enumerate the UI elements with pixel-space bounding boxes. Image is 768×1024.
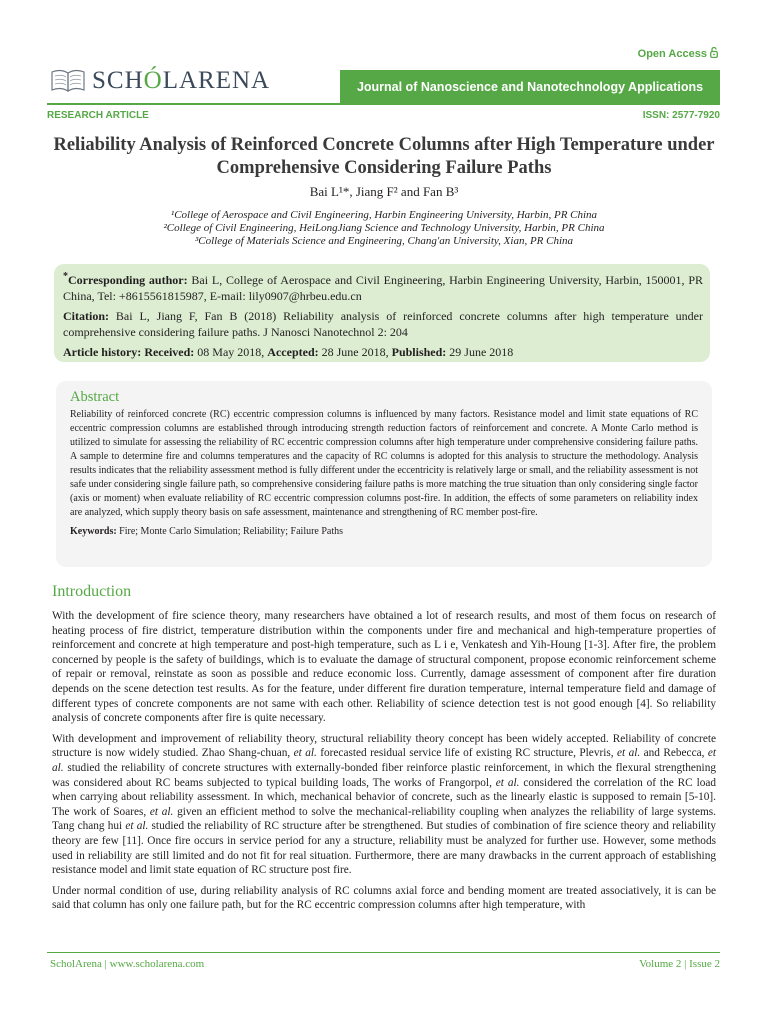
abstract-text: Reliability of reinforced concrete (RC) eccentric compression columns is influenced by many factors. Resistance model and limit state equations of RC eccentric compression columns are established through introducing strength reduction factors of reinforcement and concrete. A Monte Carlo method is utilized to simulate for assessing the reliability of RC eccentric compression columns after high temperature under comprehensive considering failure paths. A sample to determine fire and columns temperatures and the capacity of RC columns is adopted for this analysis to structure the methodology. Analysis results indicates that the reliability assessment method is fully different under the eccentricity is relatively large or small, and the reliability assessment is not safe under considering single failure path, so comprehensive considering failure paths is more matching the true situation than only considering single factor (axis or moment) when evaluate reliability of RC eccentric compression columns post-fire. In addition, the effects of some parameters on reliability index are analyzed, which supply theory basis on safe assessment, maintenance and strengthening of RC member post-fire. [70, 409, 698, 518]
paragraph: With development and improvement of reliability theory, structural reliability theory concept has been widely accepted. Reliability of concrete structure is now widely studied. Zhao Shang-chuan, et al. forecasted residual service life of existing RC structure, Plevris, et al. and Rebecca, et al. studied the reliability of concrete structures with externally-bonded fiber reinforce plastic reinforcement, in which the flexural strengthening was considered about RC beams subjected to typical building loads, The works of Frangorpol, et al. considered the correlation of the RC load when carrying about reliability assessment. In which, mechanical behavior of concrete, such as the linearly elastic is supposed to remain [5-10]. The work of Soares, et al. given an efficient method to solve the mechanical-reliability coupling when analyzes the reliability of large systems. Tang chang hui et al. studied the reliability of RC structure after be strengthened. But studies of combination of fire science theory and reliability theory are few [11]. Once fire occurs in service period for any a structure, reliability must be analyzed for further use. However, some methods used in reliability are still limited and do not fit for real situation. Furthermore, there are many drawbacks in the current approach of establishing resistance model and limit state equation of RC structure post fire. [52, 732, 717, 877]
introduction-body [52, 609, 716, 919]
citation: Citation: Bai L, Jiang F, Fan B (2018) Reliability analysis of reinforced concrete columns after high temperature under comprehensive considering failure paths. J Nanosci Nanotechnol 2: 204 [63, 309, 703, 339]
affiliation-item: ¹College of Aerospace and Civil Engineering, Harbin Engineering University, Harbin, PR China [170, 209, 598, 221]
abstract-heading: Abstract [70, 389, 120, 405]
paper-title: Reliability Analysis of Reinforced Concrete Columns after High Temperature under Comprehensive Considering Failure Paths [53, 135, 715, 178]
introduction-heading: Introduction [52, 583, 132, 600]
article-history: Article history: Received: 08 May 2018, Accepted: 28 June 2018, Published: 29 June 2018 [63, 345, 514, 359]
affiliation-list [0, 209, 768, 248]
article-type-label: RESEARCH ARTICLE [47, 110, 149, 121]
issn-label: ISSN: 2577-7920 [642, 110, 720, 121]
paragraph: Under normal condition of use, during reliability analysis of RC columns axial force and bending moment are treated associatively, it is can be said that column has only one failure path, but for the RC eccentric compression columns after high temperature, with [52, 884, 716, 912]
open-access-text: Open Access [637, 48, 707, 60]
footer-publisher-link[interactable]: ScholArena | www.scholarena.com [50, 958, 205, 970]
open-lock-icon [710, 47, 718, 58]
abstract-box [56, 381, 712, 567]
affiliation-item: ²College of Civil Engineering, HeiLongJiang Science and Technology University, Harbin, PR China [163, 222, 605, 234]
footer-divider [47, 952, 720, 953]
affiliation-item: ³College of Materials Science and Engineering, Chang'an University, Xian, PR China [194, 235, 574, 247]
publisher-logo [50, 64, 270, 98]
publisher-logo-text: SCHÓLARENA [92, 67, 271, 94]
article-info-box [54, 264, 710, 362]
paragraph: With the development of fire science theory, many researchers have obtained a lot of research results, and most of them focus on research of heating process of fire district, temperature distribution within the components under fire and mechanical and high-temperature properties of reinforcement and concrete at high temperature and post-high temperature, such as L i e, Venkatesh and Yih-Houng [1-3]. After fire, the problem concerned by people is the safety of buildings, which is to evaluate the damage of structural component, propose economic reinforcement scheme of repair or removal, reinstate as soon as possible and reduce economic loss. Currently, damage assessment of component after fire duration depends on the scene detection test results. As for the feature, under different fire duration temperature, internal temperature field and damage of different types of concrete components are not same with each other. Reliability of science detection test is not good enough [4]. So reliability analysis of concrete components after fire is quite necessary. [52, 610, 716, 725]
open-access-label [638, 47, 718, 60]
open-book-icon [50, 68, 86, 94]
corresponding-author: *Corresponding author: Bai L, College of Aerospace and Civil Engineering, Harbin Engineering University, Harbin, 150001, PR China, Tel: +8615561815987, E-mail: lily0907@hrbeu.edu.cn [63, 271, 704, 303]
journal-name-banner: Journal of Nanoscience and Nanotechnology Applications [340, 70, 720, 104]
header-divider [47, 103, 720, 105]
keywords: Keywords: Fire; Monte Carlo Simulation; Reliability; Failure Paths [70, 526, 344, 537]
footer-volume-issue: Volume 2 | Issue 2 [639, 958, 720, 970]
author-list: Bai L¹*, Jiang F² and Fan B³ [309, 184, 459, 199]
